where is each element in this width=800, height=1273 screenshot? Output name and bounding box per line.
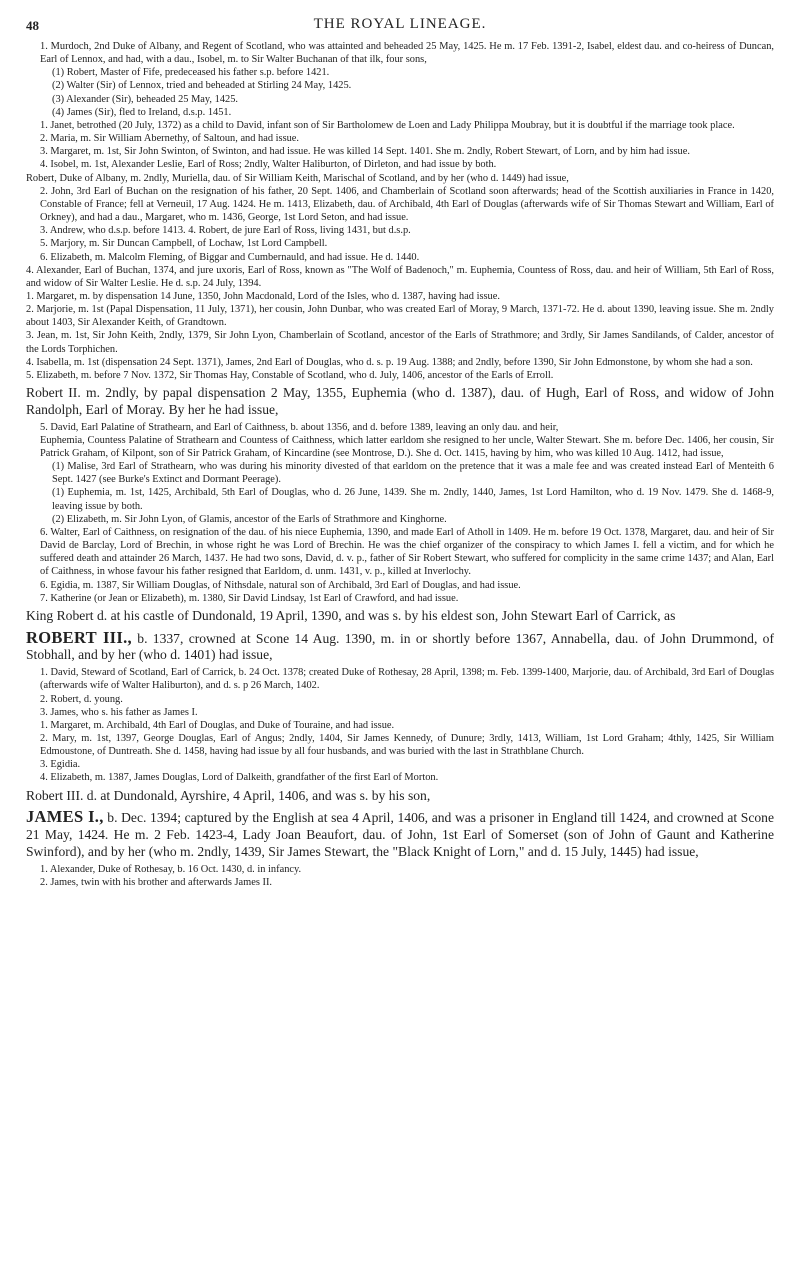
genealogy-entry	[26, 513, 774, 526]
genealogy-entry	[26, 329, 774, 355]
entry-text: Robert, Duke of Albany, m. 2ndly, Muriella, dau. of Sir William Keith, Marischal of Scotland, and by her (who d. 1449) had issue,	[26, 172, 569, 184]
entry-text: 5. Elizabeth, m. before 7 Nov. 1372, Sir Thomas Hay, Constable of Scotland, who d. July, 1406, ancestor of the Earls of Erroll.	[26, 369, 554, 381]
entry-text: 6. Elizabeth, m. Malcolm Fleming, of Biggar and Cumbernauld, and had issue. He d. 1440.	[40, 251, 420, 263]
entry-text: 4. Isabella, m. 1st (dispensation 24 Sept. 1371), James, 2nd Earl of Douglas, who d. s. p. 19 Aug. 1388; and 2ndly, before 1390, Sir John Edmonstone, by whom she had a son.	[26, 356, 753, 368]
entry-text: 4. Alexander, Earl of Buchan, 1374, and jure uxoris, Earl of Ross, known as "The Wolf of Badenoch," m. Euphemia, Countess of Ross, dau. and heir of William, 5th Earl of Ross, and widow of Sir Walter Leslie. He d. s.p. 24 July, 1394.	[26, 264, 774, 289]
genealogy-entry	[26, 106, 774, 119]
page-number: 48	[26, 18, 39, 33]
genealogy-entry	[26, 608, 774, 625]
entry-text: 2. Marjorie, m. 1st (Papal Dispensation, 11 July, 1371), her cousin, John Dunbar, who was created Earl of Moray, 9 March, 1371-72. He d. about 1390, leaving issue. She m. 2ndly about 1403, Sir Alexander Keith, of Grandtown.	[26, 304, 774, 329]
genealogy-entry	[26, 290, 774, 303]
entry-text: 3. Jean, m. 1st, Sir John Keith, 2ndly, 1379, Sir John Lyon, Chamberlain of Scotland, ancestor of the Earls of Strathmore; and 3rdly, Sir James Sandilands, of Calder, ancestor of the Lords Torphichen.	[26, 330, 774, 355]
entry-text: 3. Egidia.	[40, 759, 81, 771]
genealogy-text	[26, 40, 774, 889]
genealogy-entry	[26, 224, 774, 237]
genealogy-entry	[26, 172, 774, 185]
entry-text: 3. Andrew, who d.s.p. before 1413. 4. Robert, de jure Earl of Ross, living 1431, but d.s.p.	[40, 225, 411, 237]
entry-text: 4. Isobel, m. 1st, Alexander Leslie, Earl of Ross; 2ndly, Walter Haliburton, of Dirleton, and had issue by both.	[40, 159, 497, 171]
entry-text: 6. Egidia, m. 1387, Sir William Douglas, of Nithsdale, natural son of Archibald, 3rd Earl of Douglas, and had issue.	[40, 579, 521, 591]
entry-text: 2. John, 3rd Earl of Buchan on the resignation of his father, 20 Sept. 1406, and Chamberlain of Scotland soon afterwards; head of the Scottish auxiliaries in France in 1420, Constable of France; fell at Verneuil, 17 Aug. 1424. He m. 1413, Elizabeth, dau. of Archibald, 4th Earl of Douglas (afterwards wife of Sir Thomas Stewart and William, Earl of Orkney), and had a dau., Margaret, who m. 1436, George, 1st Lord Seton, and had issue.	[40, 185, 774, 224]
genealogy-entry	[26, 666, 774, 692]
genealogy-entry	[26, 158, 774, 171]
page-header	[26, 10, 774, 40]
genealogy-entry	[26, 40, 774, 66]
running-title: THE ROYAL LINEAGE.	[313, 16, 487, 32]
entry-text: 3. Margaret, m. 1st, Sir John Swinton, of Swinton, and had issue. He was killed 14 Sept. 1401. She m. 2ndly, Robert Stewart, of Lorn, and by him had issue.	[40, 146, 690, 158]
genealogy-entry	[26, 434, 774, 460]
genealogy-entry	[26, 719, 774, 732]
entry-text: b. 1337, crowned at Scone 14 Aug. 1390, m. in or shortly before 1367, Annabella, dau. of John Drummond, of Stobhall, and by her (who d. 1401) had issue,	[26, 630, 774, 663]
entry-text: 6. Walter, Earl of Caithness, on resignation of the dau. of his niece Euphemia, 1390, and made Earl of Atholl in 1409. He m. before 19 Oct. 1378, Margaret, dau. and heir of Sir David de Barclay, Lord of Brechin, in whose right he was Lord of Brechin. He was the chief organizer of the conspiracy to which James I. fell a victim, and for which he suffered death and attainder 26 March, 1437. He had two sons, David, d. v. p., father of Sir Robert Stewart, who suffered for complicity in the same crime 1437; and Alan, Earl of Caithness, in whose favour his father resigned that Earldom, d. unm. 1431, v. p., killed at Inverlochy.	[40, 526, 774, 578]
genealogy-entry	[26, 486, 774, 512]
genealogy-entry	[26, 93, 774, 106]
entry-text: 7. Katherine (or Jean or Elizabeth), m. 1380, Sir David Lindsay, 1st Earl of Crawford, and had issue.	[40, 592, 459, 604]
genealogy-entry	[26, 119, 774, 132]
entry-text: b. Dec. 1394; captured by the English at sea 4 April, 1406, and was a prisoner in England till 1424, and crowned at Scone 21 May, 1424. He m. 2 Feb. 1423-4, Lady Joan Beaufort, dau. of John, 1st Earl of Somerset (son of John of Gaunt and Katherine Swinford), and by her (who m. 2ndly, 1439, Sir James Stewart, the "Black Knight of Lorn," and d. 15 July, 1445) had issue,	[26, 810, 774, 860]
entry-text: 1. Margaret, m. by dispensation 14 June, 1350, John Macdonald, Lord of the Isles, who d. 1387, having had issue.	[26, 290, 500, 302]
genealogy-entry	[26, 79, 774, 92]
entry-text: 2. James, twin with his brother and afterwards James II.	[40, 876, 272, 888]
entry-text: (2) Elizabeth, m. Sir John Lyon, of Glamis, ancestor of the Earls of Strathmore and Kinghorne.	[52, 513, 447, 525]
entry-text: (1) Euphemia, m. 1st, 1425, Archibald, 5th Earl of Douglas, who d. 26 June, 1439. She m. 2ndly, 1440, James, 1st Lord Hamilton, who d. 19 Nov. 1479. She d. 1468-9, leaving issue by both.	[52, 487, 774, 512]
genealogy-entry	[26, 592, 774, 605]
genealogy-entry	[26, 863, 774, 876]
genealogy-entry	[26, 526, 774, 579]
entry-text: 2. Maria, m. Sir William Abernethy, of Saltoun, and had issue.	[40, 133, 300, 145]
entry-text: 4. Elizabeth, m. 1387, James Douglas, Lord of Dalkeith, grandfather of the first Earl of Morton.	[40, 772, 439, 784]
entry-text: (1) Robert, Master of Fife, predeceased his father s.p. before 1421.	[52, 67, 330, 79]
monarch-heading: ROBERT III.,	[26, 627, 132, 647]
entry-text: 3. James, who s. his father as James I.	[40, 706, 198, 718]
genealogy-entry	[26, 693, 774, 706]
entry-text: (2) Walter (Sir) of Lennox, tried and beheaded at Stirling 24 May, 1425.	[52, 80, 352, 92]
entry-text: Robert II. m. 2ndly, by papal dispensation 2 May, 1355, Euphemia (who d. 1387), dau. of Hugh, Earl of Ross, and widow of John Randolph, Earl of Moray. By her he had issue,	[26, 385, 774, 417]
entry-text: 2. Mary, m. 1st, 1397, George Douglas, Earl of Angus; 2ndly, 1404, Sir James Kennedy, of Dunure; 3rdly, 1413, William, 1st Lord Graham; 4thly, 1425, Sir William Edmoustone, of Duntreath. She d. 1458, having had issue by all four husbands, and was buried with the last in Strathblane Church.	[40, 733, 774, 758]
entry-text: 1. Alexander, Duke of Rothesay, b. 16 Oct. 1430, d. in infancy.	[40, 863, 302, 875]
entry-text: 1. Janet, betrothed (20 July, 1372) as a child to David, infant son of Sir Bartholomew de Loen and Lady Philippa Moubray, but it is doubtful if the marriage took place.	[40, 119, 735, 131]
entry-text: 1. Murdoch, 2nd Duke of Albany, and Regent of Scotland, who was attainted and beheaded 25 May, 1425. He m. 17 Feb. 1391-2, Isabel, eldest dau. and co-heiress of Duncan, Earl of Lennox, and had, with a dau., Isobel, m. to Sir Walter Buchanan of that ilk, four sons,	[40, 41, 774, 66]
genealogy-entry	[26, 706, 774, 719]
genealogy-entry	[26, 251, 774, 264]
genealogy-entry	[26, 809, 774, 860]
monarch-heading: JAMES I.,	[26, 807, 104, 827]
entry-text: Robert III. d. at Dundonald, Ayrshire, 4 April, 1406, and was s. by his son,	[26, 787, 431, 803]
genealogy-entry	[26, 145, 774, 158]
entry-text: 2. Robert, d. young.	[40, 693, 123, 705]
genealogy-entry	[26, 385, 774, 419]
genealogy-entry	[26, 771, 774, 784]
entry-text: (3) Alexander (Sir), beheaded 25 May, 1425.	[52, 93, 239, 105]
genealogy-entry	[26, 369, 774, 382]
genealogy-entry	[26, 460, 774, 486]
entry-text: 5. Marjory, m. Sir Duncan Campbell, of Lochaw, 1st Lord Campbell.	[40, 238, 328, 250]
entry-text: (1) Malise, 3rd Earl of Strathearn, who was during his minority divested of that earldom on the pretence that it was a male fee and was created instead Earl of Menteith 6 Sept. 1427 (see Burke's Extinct and Dormant Peerage).	[52, 461, 774, 486]
entry-text: King Robert d. at his castle of Dundonald, 19 April, 1390, and was s. by his eldest son, John Stewart Earl of Carrick, as	[26, 607, 676, 623]
entry-text: 5. David, Earl Palatine of Strathearn, and Earl of Caithness, b. about 1356, and d. before 1389, leaving an only dau. and heir,	[40, 421, 559, 433]
genealogy-entry	[26, 132, 774, 145]
genealogy-entry	[26, 627, 774, 665]
genealogy-entry	[26, 356, 774, 369]
entry-text: Euphemia, Countess Palatine of Strathearn and Countess of Caithness, which latter earldom she resigned to her uncle, Walter Stewart. She m. before Dec. 1406, her cousin, Sir Patrick Graham, of Kilpont, son of Sir Patrick Graham, of Kincardine (see Montrose, D.). She d. Oct. 1415, having by him, who was killed 10 Aug. 1412, had issue,	[40, 434, 774, 459]
genealogy-entry	[26, 876, 774, 889]
genealogy-entry	[26, 237, 774, 250]
entry-text: (4) James (Sir), fled to Ireland, d.s.p. 1451.	[52, 106, 232, 118]
genealogy-entry	[26, 579, 774, 592]
entry-text: 1. Margaret, m. Archibald, 4th Earl of Douglas, and Duke of Touraine, and had issue.	[40, 719, 395, 731]
genealogy-entry	[26, 264, 774, 290]
genealogy-entry	[26, 732, 774, 758]
genealogy-entry	[26, 66, 774, 79]
genealogy-entry	[26, 185, 774, 224]
genealogy-entry	[26, 421, 774, 434]
genealogy-entry	[26, 758, 774, 771]
genealogy-entry	[26, 303, 774, 329]
genealogy-entry	[26, 788, 774, 805]
entry-text: 1. David, Steward of Scotland, Earl of Carrick, b. 24 Oct. 1378; created Duke of Rothesay, 28 April, 1398; m. Feb. 1399-1400, Marjorie, dau. of Archibald, 3rd Earl of Douglas (afterwards wife of Walter Haliburton), and d. s. p 26 March, 1402.	[40, 667, 774, 692]
